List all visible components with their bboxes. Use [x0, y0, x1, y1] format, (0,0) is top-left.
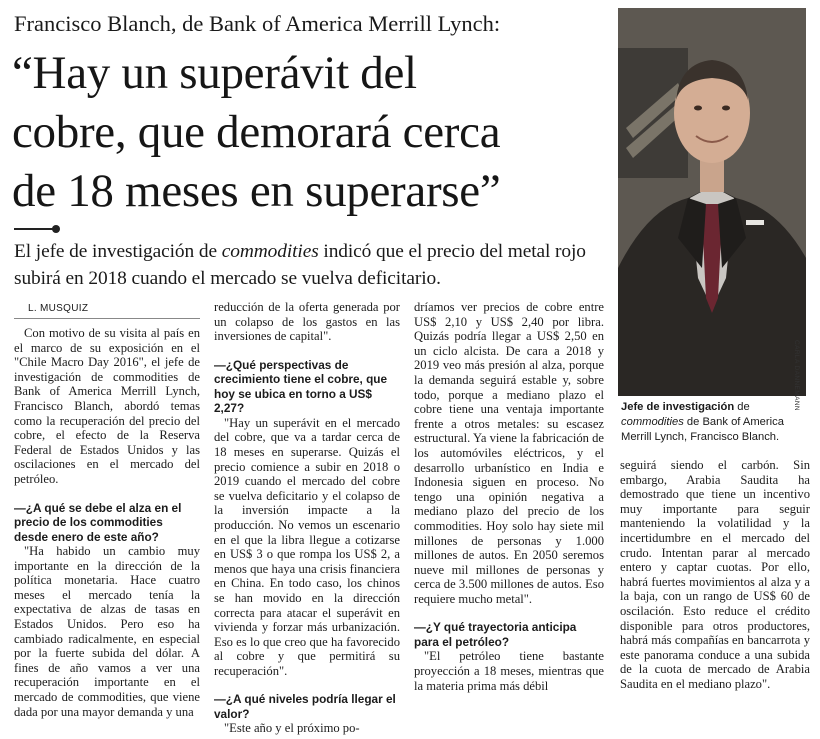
eye-right — [722, 106, 730, 111]
kicker: Francisco Blanch, de Bank of America Merrill Lynch: — [14, 11, 501, 36]
neck — [700, 158, 724, 192]
byline: L. MUSQUIZ — [28, 303, 89, 314]
deck-emphasis: commodities — [221, 241, 319, 262]
article-column-3 — [414, 300, 604, 693]
caption-text: de Bank of America Merrill Lynch, Francisco Blanch. — [621, 416, 784, 443]
body-paragraph: dríamos ver precios de cobre entre US$ 2,10 y US$ 2,40 por libra. Quizás podría llegar a US$ 2,50 en un ciclo alcista. De cara a 2018 y 2019 veo más presión al alza, porque la demanda seguirá estable y, sobre todo, porque a mediano plazo el cobre tiene una ventaja importante frente a otros metales: su escasez estructural. Ya viene la fabricación de los automóviles eléctricos, y el desarrollo urbanístico en India e Indonesia siguen en proceso. No tengo una opinión negativa a mediano plazo del precio de los commodities. Hoy solo hay siete mil millones de personas y 1.000 millones de autos. En 2050 seremos nueve mil millones de personas y cerca de 3.500 millones de autos. Eso requiere mucho metal". — [414, 300, 604, 606]
headline-rule-dot — [52, 225, 60, 233]
headline-line: cobre, que demorará cerca — [12, 106, 501, 158]
photo-credit: CARLA DANNEMANN — [793, 340, 800, 412]
question: —¿Qué perspectivas de crecimiento tiene el cobre, que hoy se ubica en torno a US$ 2,27? — [214, 357, 388, 416]
answer: "Ha habido un cambio muy importante en la dirección de la política monetaria. Hace cuatro meses el mercado tenía la expectativa de alzas de tasas en Estados Unidos. Pero eso ha cambiado radicalmente, en especial por la fuerte subida del dólar. A fines de año vamos a ver una recuperación importante en el mercado de commodities, que viene dada por una mayor demanda y una — [14, 544, 200, 719]
caption-emphasis: commodities — [621, 416, 684, 428]
headline-line: de 18 meses en superarse” — [12, 165, 501, 217]
caption-lead: Jefe de investigación — [621, 401, 735, 413]
body-paragraph: reducción de la oferta generada por un colapso de los gastos en las inversiones de capital". — [214, 300, 400, 344]
byline-rule — [14, 318, 200, 319]
deck-text: indicó que el precio del metal rojo subirá en 2018 cuando el mercado se vuelva deficitario. — [14, 241, 586, 289]
portrait-illustration — [618, 8, 806, 396]
deck — [14, 238, 614, 292]
portrait-photo — [618, 8, 806, 396]
question: —¿A qué se debe el alza en el precio de los commodities desde enero de este año? — [14, 500, 182, 544]
deck-text: El jefe de investigación de — [14, 241, 222, 262]
answer: "Hay un superávit en el mercado del cobre, que va a tardar cerca de 18 meses en superarse. Quizás el precio comience a subir en 2018 o 2019 cuando el mercado del cobre se vuelva deficitario y el colapso de la inversión impacte a la producción. No vemos un escenario en el que la libra llegue a cotizarse en US$ 3 o que rompa los US$ 2, a menos que haya una crisis financiera en China. En todo caso, los chinos se han movido en la dirección correcta para atacar el superávit en vivienda y forzar más urbanización. Eso es lo que creo que ha favorecido al cobre y que permitirá su recuperación". — [214, 415, 400, 678]
eye-left — [694, 106, 702, 111]
question: —¿Y qué trayectoria anticipa para el petróleo? — [414, 620, 577, 649]
article-column-4 — [620, 458, 810, 692]
photo-caption — [621, 400, 811, 445]
article-column-2 — [214, 300, 400, 736]
answer: "Este año y el próximo po- — [224, 721, 360, 736]
answer: "El petróleo tiene bastante proyección a 18 meses, mientras que la materia prima más débil — [414, 649, 604, 693]
caption-text: de — [734, 401, 750, 413]
headline — [12, 44, 612, 221]
article-column-1 — [14, 326, 200, 719]
body-paragraph: seguirá siendo el carbón. Sin embargo, Arabia Saudita ha demostrado que tiene un incentivo muy importante para seguir manteniendo la volatilidad y la incertidumbre en el mercado del crudo. Intentan parar al mercado entero y captar cuotas. Por ello, habrá fuertes movimientos al alza y a la baja, con un rango de US$ 60 de oscilación. Esto reduce el crédito disponible para otros productores, habrá más compañías en bancarrota y este panorama conduce a una subida de la cuota de mercado de Arabia Saudita en el mediano plazo". — [620, 458, 810, 691]
pocket-square — [746, 220, 764, 225]
intro-paragraph: Con motivo de su visita al país en el marco de su exposición en el "Chile Macro Day 2016", el jefe de investigación de commodities de Bank of America Merrill Lynch, Francisco Blanch, abordó temas como la recuperación del precio del cobre, el efecto de la Reserva Federal de Estados Unidos y las oscilaciones en el mercado del petróleo. — [14, 326, 200, 486]
question: —¿A qué niveles podría llegar el valor? — [214, 692, 396, 721]
headline-line: “Hay un superávit del — [12, 47, 417, 99]
